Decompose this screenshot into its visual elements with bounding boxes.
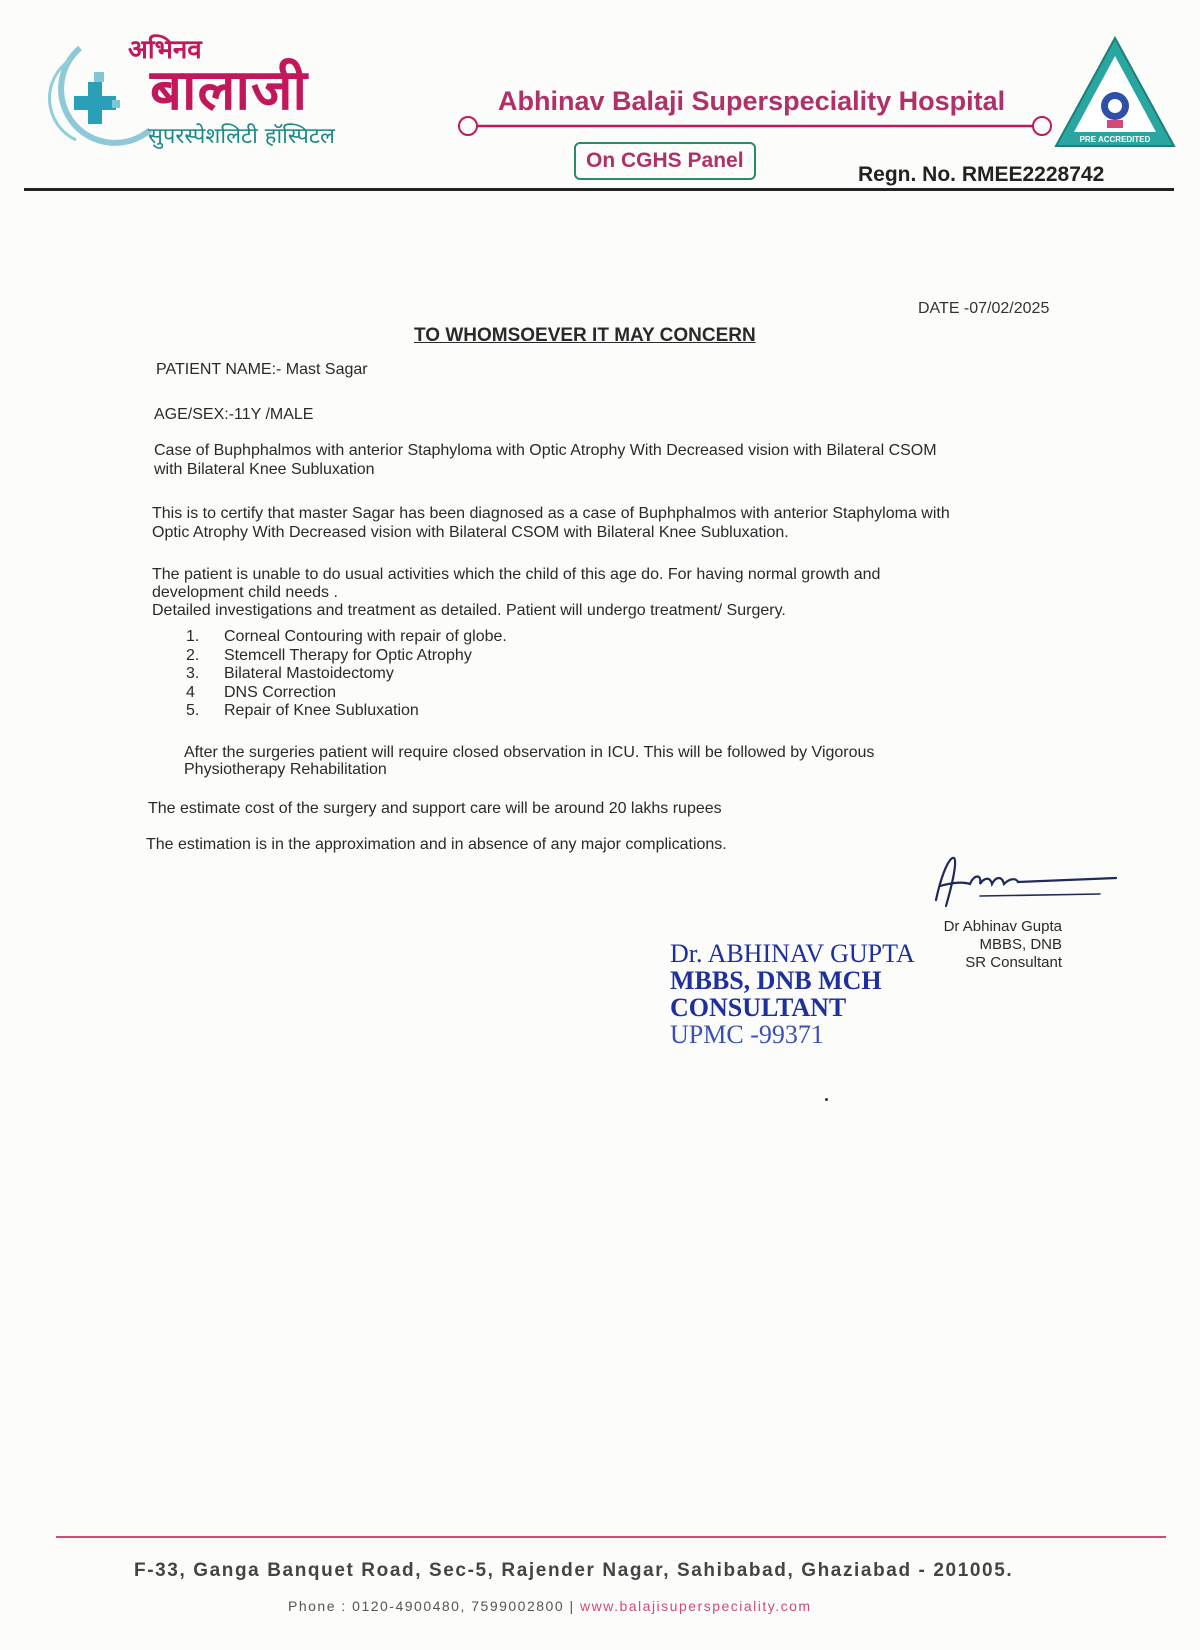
logo-hindi-top: अभिनव (128, 35, 202, 65)
footer-divider (56, 1536, 1166, 1538)
list-item-number: 4 (186, 683, 195, 701)
certify-line: Optic Atrophy With Decreased vision with Bilateral CSOM with Bilateral Knee Subluxation. (152, 524, 789, 541)
needs-line: development child needs . (152, 584, 338, 601)
list-item (186, 684, 507, 703)
stamp-name: Dr. ABHINAV GUPTA (670, 939, 915, 968)
stamp-registration: UPMC -99371 (670, 1020, 824, 1049)
case-paragraph (154, 441, 1054, 479)
case-line: with Bilateral Knee Subluxation (154, 461, 375, 478)
list-item-text: Bilateral Mastoidectomy (224, 665, 394, 682)
letter-date: DATE -07/02/2025 (918, 300, 1050, 317)
list-item-text: Repair of Knee Subluxation (224, 702, 419, 719)
header-decorative-line (458, 108, 1054, 148)
patient-age-sex: AGE/SEX:-11Y /MALE (154, 406, 314, 423)
registration-number: Regn. No. RMEE2228742 (858, 163, 1105, 186)
list-item-text: DNS Correction (224, 683, 337, 701)
list-item-text: Corneal Contouring with repair of globe. (224, 628, 507, 645)
hospital-name: Abhinav Balaji Superspeciality Hospital (498, 86, 1006, 116)
phone-numbers: 0120-4900480, 7599002800 (352, 1598, 565, 1614)
case-line: Case of Buphphalmos with anterior Staphyloma with Optic Atrophy With Decreased vision with Bilateral CSOM (154, 442, 937, 459)
doctor-stamp (670, 940, 915, 1048)
accreditation-label: PRE ACCREDITED (1079, 135, 1151, 144)
list-item-number: 1. (186, 628, 200, 645)
needs-line: The patient is unable to do usual activities which the child of this age do. For having normal growth and (152, 566, 881, 583)
logo-hindi-sub: सुपरस्पेशलिटी हॉस्पिटल (148, 124, 335, 149)
signatory-designation: SR Consultant (965, 954, 1062, 971)
certify-line: This is to certify that master Sagar has been diagnosed as a case of Buphphalmos with anterior Staphyloma with (152, 505, 950, 522)
letter-title: TO WHOMSOEVER IT MAY CONCERN (414, 325, 756, 346)
list-item-number: 2. (186, 646, 200, 664)
handwritten-signature (920, 852, 1120, 912)
cost-estimate: The estimate cost of the surgery and support care will be around 20 lakhs rupees (148, 800, 722, 817)
website-link[interactable]: www.balajisuperspeciality.com (580, 1598, 812, 1614)
stray-mark (825, 1098, 828, 1101)
list-item-number: 5. (186, 702, 200, 719)
signatory-block (944, 918, 1062, 972)
list-item (186, 628, 507, 647)
list-item (186, 702, 507, 721)
certify-paragraph (152, 504, 1072, 542)
needs-paragraph (152, 566, 1052, 620)
accreditation-badge-icon (1052, 34, 1178, 152)
list-item (186, 665, 507, 684)
post-surgery-line: Physiotherapy Rehabilitation (184, 761, 387, 778)
list-item-text: Stemcell Therapy for Optic Atrophy (224, 646, 472, 664)
contact-line (288, 1598, 812, 1614)
estimation-note: The estimation is in the approximation and in absence of any major complications. (146, 836, 727, 853)
phone-label: Phone : (288, 1598, 347, 1614)
hospital-address: F-33, Ganga Banquet Road, Sec-5, Rajender Nagar, Sahibabad, Ghaziabad - 201005. (134, 1560, 1014, 1581)
treatment-list (186, 628, 507, 721)
patient-name: PATIENT NAME:- Mast Sagar (156, 361, 368, 378)
signatory-name: Dr Abhinav Gupta (943, 918, 1062, 935)
contact-separator: | (569, 1598, 575, 1614)
stamp-designation: CONSULTANT (670, 993, 847, 1022)
needs-line: Detailed investigations and treatment as detailed. Patient will undergo treatment/ Surgery. (152, 602, 786, 619)
cghs-panel-badge: On CGHS Panel (574, 142, 756, 180)
list-item-number: 3. (186, 665, 200, 682)
post-surgery-paragraph (184, 744, 984, 778)
signatory-qualification: MBBS, DNB (979, 936, 1062, 953)
hospital-logo (40, 30, 410, 160)
stamp-qualification: MBBS, DNB MCH (670, 966, 882, 995)
logo-hindi-main: बालाजी (150, 58, 309, 123)
list-item (186, 647, 507, 666)
header-divider (24, 188, 1174, 191)
post-surgery-line: After the surgeries patient will require closed observation in ICU. This will be followed by Vigorous (184, 744, 875, 761)
